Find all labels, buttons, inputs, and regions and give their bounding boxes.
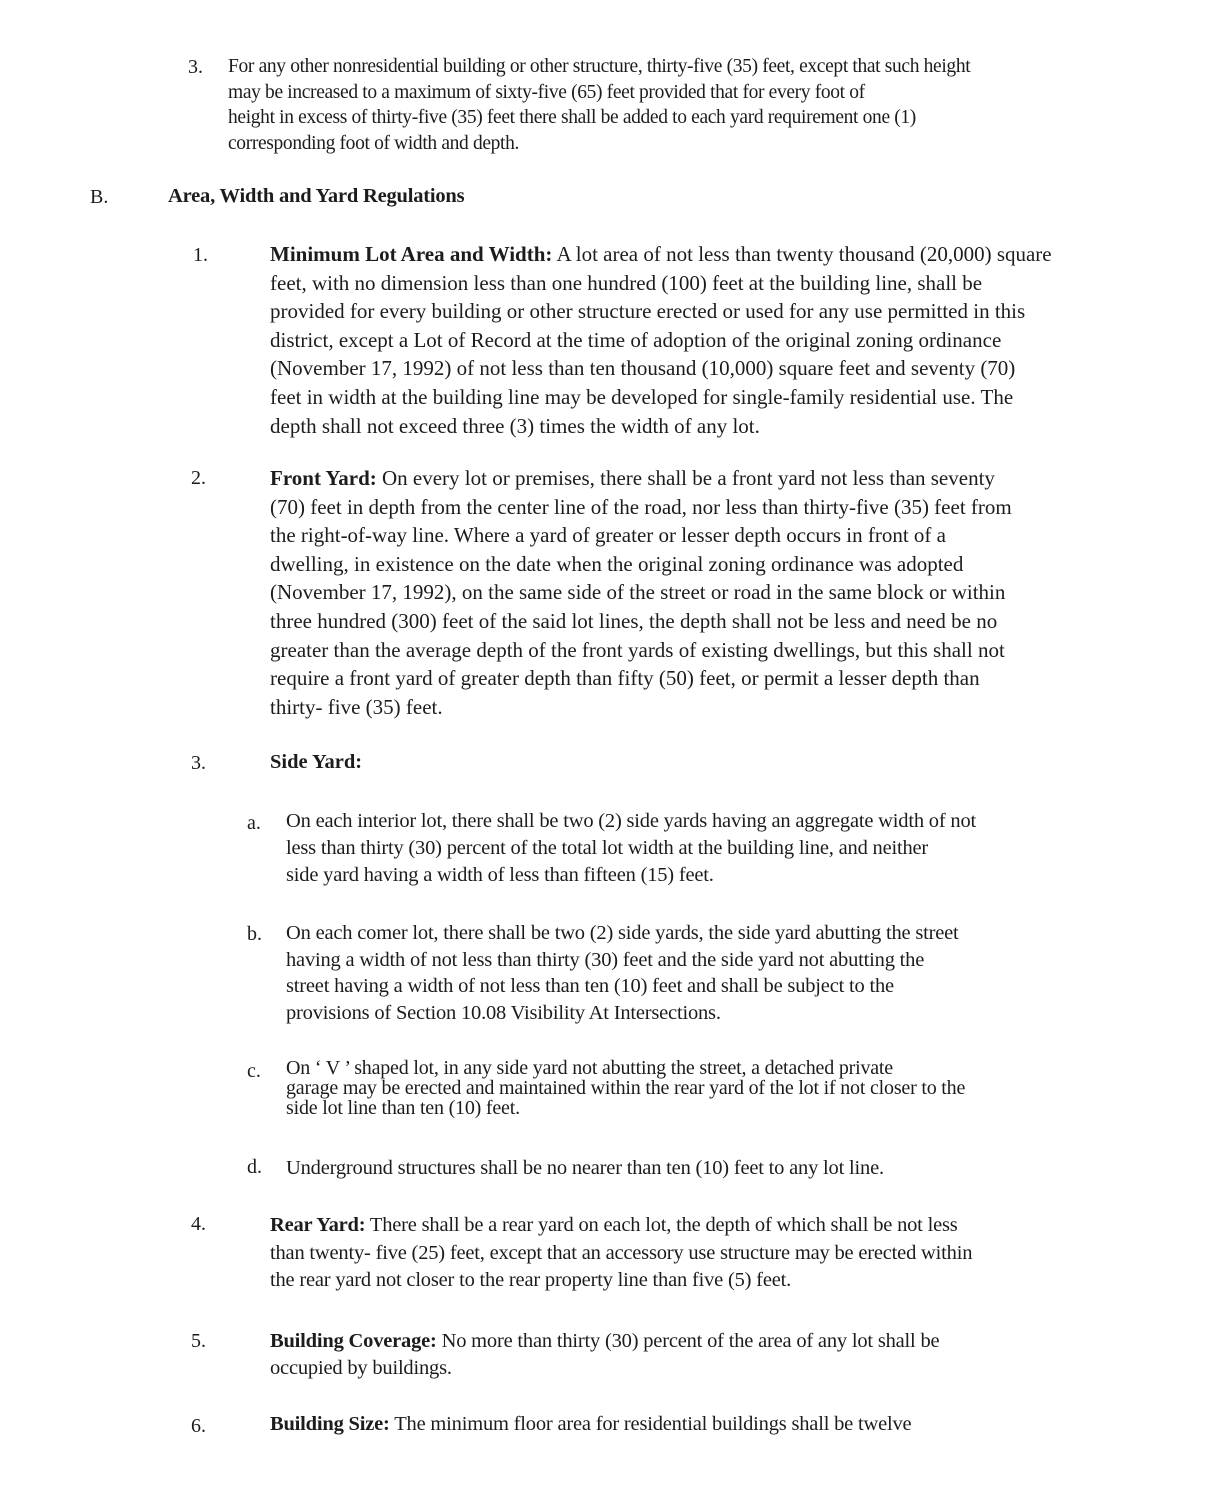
item-heading: Minimum Lot Area and Width: bbox=[270, 242, 553, 266]
text-line: provisions of Section 10.08 Visibility At Intersections. bbox=[286, 1001, 721, 1024]
text-line: The minimum floor area for residential buildings shall be twelve bbox=[389, 1413, 912, 1435]
text-line: occupied by buildings. bbox=[270, 1357, 452, 1379]
item-number: 6. bbox=[191, 1415, 206, 1437]
paragraph-building-coverage bbox=[270, 1328, 939, 1382]
text-line: corresponding foot of width and depth. bbox=[228, 132, 520, 154]
item-heading: Building Coverage: bbox=[270, 1330, 437, 1352]
section-title: Area, Width and Yard Regulations bbox=[168, 185, 465, 207]
item-heading: Building Size: bbox=[270, 1413, 390, 1435]
text-line: height in excess of thirty-five (35) feet there shall be added to each yard requirement one (1) bbox=[228, 107, 916, 128]
text-line: feet in width at the building line may be developed for single-family residential use. The bbox=[270, 384, 1014, 409]
paragraph-interior-lot bbox=[286, 808, 976, 889]
text-line: require a front yard of greater depth than fifty (50) feet, or permit a lesser depth than bbox=[270, 666, 980, 691]
text-line: three hundred (300) feet of the said lot lines, the depth shall not be less and need be no bbox=[270, 608, 998, 633]
text-line: garage may be erected and maintained within the rear yard of the lot if not closer to the bbox=[286, 1077, 966, 1099]
text-line: On ‘ V ’ shaped lot, in any side yard not abutting the street, a detached private bbox=[286, 1057, 893, 1079]
text-line: district, except a Lot of Record at the time of adoption of the original zoning ordinance bbox=[270, 327, 1002, 352]
text-line: less than thirty (30) percent of the total lot width at the building line, and neither bbox=[286, 837, 929, 859]
text-line: On every lot or premises, there shall be a front yard not less than seventy bbox=[376, 466, 995, 490]
item-heading: Front Yard: bbox=[270, 466, 377, 490]
paragraph-corner-lot bbox=[286, 920, 959, 1026]
text-line: greater than the average depth of the front yards of existing dwellings, but this shall not bbox=[270, 637, 1005, 662]
text-line: (70) feet in depth from the center line of the road, nor less than thirty-five (35) feet from bbox=[270, 494, 1012, 519]
text-line: On each comer lot, there shall be two (2) side yards, the side yard abutting the street bbox=[286, 922, 959, 944]
item-number: 3. bbox=[188, 56, 203, 78]
text-line: having a width of not less than thirty (30) feet and the side yard not abutting the bbox=[286, 948, 925, 971]
text-line: (November 17, 1992), on the same side of the street or road in the same block or within bbox=[270, 580, 1006, 605]
item-number: 2. bbox=[191, 467, 206, 489]
text-line: provided for every building or other structure erected or used for any use permitted in this bbox=[270, 299, 1026, 324]
text-line: On each interior lot, there shall be two (2) side yards having an aggregate width of not bbox=[286, 810, 977, 832]
section-letter: B. bbox=[90, 186, 109, 208]
text-line: No more than thirty (30) percent of the area of any lot shall be bbox=[436, 1330, 940, 1352]
text-line: thirty- five (35) feet. bbox=[270, 694, 443, 719]
subitem-letter: c. bbox=[247, 1060, 261, 1082]
text-line: street having a width of not less than ten (10) feet and shall be subject to the bbox=[286, 975, 894, 997]
paragraph-minimum-lot-area bbox=[270, 240, 1052, 440]
text-line: may be increased to a maximum of sixty-five (65) feet provided that for every foot of bbox=[228, 81, 865, 103]
text-line: dwelling, in existence on the date when the original zoning ordinance was adopted bbox=[270, 551, 964, 576]
item-heading: Rear Yard: bbox=[270, 1214, 366, 1236]
paragraph-rear-yard bbox=[270, 1212, 972, 1295]
item-number: 1. bbox=[193, 244, 208, 266]
item-number: 4. bbox=[191, 1213, 206, 1235]
subitem-letter: b. bbox=[247, 923, 262, 945]
text-line: (November 17, 1992) of not less than ten thousand (10,000) square feet and seventy (70) bbox=[270, 356, 1016, 381]
text-line: feet, with no dimension less than one hundred (100) feet at the building line, shall be bbox=[270, 270, 983, 295]
paragraph-nonresidential-height bbox=[228, 54, 970, 156]
text-line: the right-of-way line. Where a yard of greater or lesser depth occurs in front of a bbox=[270, 523, 946, 548]
item-heading: Side Yard: bbox=[270, 751, 363, 773]
subitem-letter: a. bbox=[247, 812, 261, 834]
item-number: 3. bbox=[191, 752, 206, 774]
paragraph-underground-structures bbox=[286, 1157, 884, 1180]
paragraph-front-yard bbox=[270, 464, 1012, 721]
item-number: 5. bbox=[191, 1330, 206, 1352]
paragraph-v-shaped-lot bbox=[286, 1058, 965, 1118]
text-line: side yard having a width of less than fifteen (15) feet. bbox=[286, 864, 714, 886]
text-line: the rear yard not closer to the rear property line than five (5) feet. bbox=[270, 1269, 792, 1291]
text-line: A lot area of not less than twenty thousand (20,000) square bbox=[552, 242, 1052, 266]
text-line: depth shall not exceed three (3) times the width of any lot. bbox=[270, 413, 760, 438]
text-line: For any other nonresidential building or other structure, thirty-five (35) feet, except that such height bbox=[228, 56, 971, 77]
text-line: Underground structures shall be no nearer than ten (10) feet to any lot line. bbox=[286, 1157, 884, 1179]
text-line: There shall be a rear yard on each lot, the depth of which shall be not less bbox=[365, 1214, 958, 1236]
text-line: than twenty- five (25) feet, except that an accessory use structure may be erected within bbox=[270, 1241, 973, 1264]
subitem-letter: d. bbox=[247, 1156, 262, 1178]
paragraph-building-size bbox=[270, 1413, 911, 1436]
text-line: side lot line than ten (10) feet. bbox=[286, 1097, 520, 1119]
